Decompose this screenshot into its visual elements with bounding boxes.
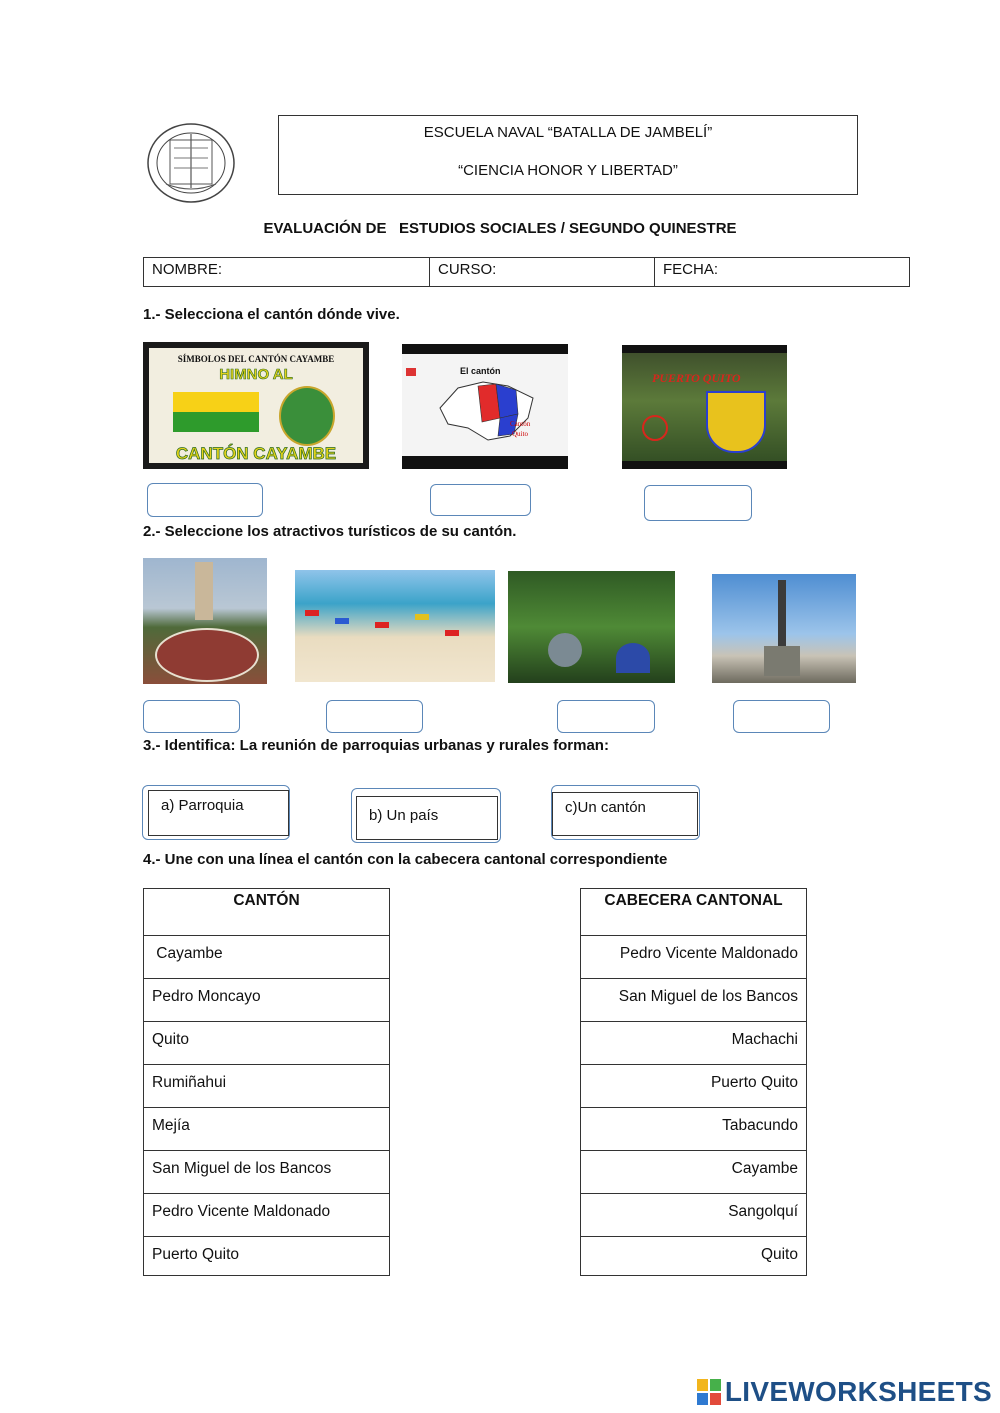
question-3: 3.- Identifica: La reunión de parroquias urbanas y rurales forman: <box>143 737 609 754</box>
cabecera-header: CABECERA CANTONAL <box>604 892 783 909</box>
option-a[interactable]: a) Parroquia <box>148 790 289 836</box>
liveworksheets-brand <box>697 1376 992 1408</box>
name-field[interactable]: NOMBRE: <box>144 258 430 286</box>
puerto-quito-image: PUERTO QUITO <box>622 345 787 469</box>
answer-box-1a[interactable] <box>147 483 263 517</box>
answer-box-1b[interactable] <box>430 484 531 516</box>
course-field[interactable]: CURSO: <box>430 258 655 286</box>
canton-item[interactable]: Puerto Quito <box>144 1236 389 1279</box>
answer-box-1c[interactable] <box>644 485 752 521</box>
canton-item[interactable]: Quito <box>144 1021 389 1064</box>
liveworksheets-logo-icon <box>697 1379 721 1405</box>
canton-item[interactable]: Cayambe <box>144 935 389 978</box>
cabecera-item[interactable]: Sangolquí <box>581 1193 806 1236</box>
canton-header: CANTÓN <box>233 892 300 909</box>
canton-item[interactable]: Pedro Vicente Maldonado <box>144 1193 389 1236</box>
cabecera-item[interactable]: San Miguel de los Bancos <box>581 978 806 1021</box>
question-1: 1.- Selecciona el cantón dónde vive. <box>143 306 400 323</box>
option-c[interactable]: c)Un cantón <box>552 792 698 836</box>
quito-canton-map-image: El cantón Cantón Quito <box>402 344 568 469</box>
cabecera-item[interactable]: Tabacundo <box>581 1107 806 1150</box>
cabecera-item[interactable]: Machachi <box>581 1021 806 1064</box>
canton-item[interactable]: Rumiñahui <box>144 1064 389 1107</box>
canton-item[interactable]: Pedro Moncayo <box>144 978 389 1021</box>
answer-box-2a[interactable] <box>143 700 240 733</box>
school-header-box <box>278 115 858 195</box>
school-seal-logo <box>146 122 236 204</box>
option-b-box[interactable] <box>351 788 501 843</box>
evaluation-title: EVALUACIÓN DE ESTUDIOS SOCIALES / SEGUNDO QUINESTRE <box>263 220 737 237</box>
student-info-table <box>143 257 910 287</box>
option-c-box[interactable] <box>551 785 700 840</box>
cabecera-table <box>580 888 807 1276</box>
cabecera-item[interactable]: Cayambe <box>581 1150 806 1193</box>
question-2: 2.- Seleccione los atractivos turísticos de su cantón. <box>143 523 517 540</box>
beach-image <box>295 570 495 682</box>
jungle-image <box>508 571 675 683</box>
date-field[interactable]: FECHA: <box>663 261 719 278</box>
liveworksheets-wordmark: LIVEWORKSHEETS <box>724 1376 992 1407</box>
canton-table <box>143 888 390 1276</box>
answer-box-2b[interactable] <box>326 700 423 733</box>
school-motto: “CIENCIA HONOR Y LIBERTAD” <box>458 162 678 179</box>
answer-box-2d[interactable] <box>733 700 830 733</box>
cabecera-item[interactable]: Quito <box>581 1236 806 1279</box>
canton-item[interactable]: San Miguel de los Bancos <box>144 1150 389 1193</box>
independence-monument-image <box>712 574 856 683</box>
canton-item[interactable]: Mejía <box>144 1107 389 1150</box>
question-4: 4.- Une con una línea el cantón con la cabecera cantonal correspondiente <box>143 851 668 868</box>
option-a-box[interactable] <box>142 785 290 840</box>
cabecera-item[interactable]: Puerto Quito <box>581 1064 806 1107</box>
school-name: ESCUELA NAVAL “BATALLA DE JAMBELÍ” <box>423 124 713 141</box>
cabecera-item[interactable]: Pedro Vicente Maldonado <box>581 935 806 978</box>
answer-box-2c[interactable] <box>557 700 655 733</box>
cayambe-symbols-image: SÍMBOLOS DEL CANTÓN CAYAMBE HIMNO AL CANTÓN CAYAMBE <box>143 342 369 469</box>
option-b[interactable]: b) Un país <box>356 796 498 840</box>
mitad-del-mundo-image <box>143 558 267 684</box>
